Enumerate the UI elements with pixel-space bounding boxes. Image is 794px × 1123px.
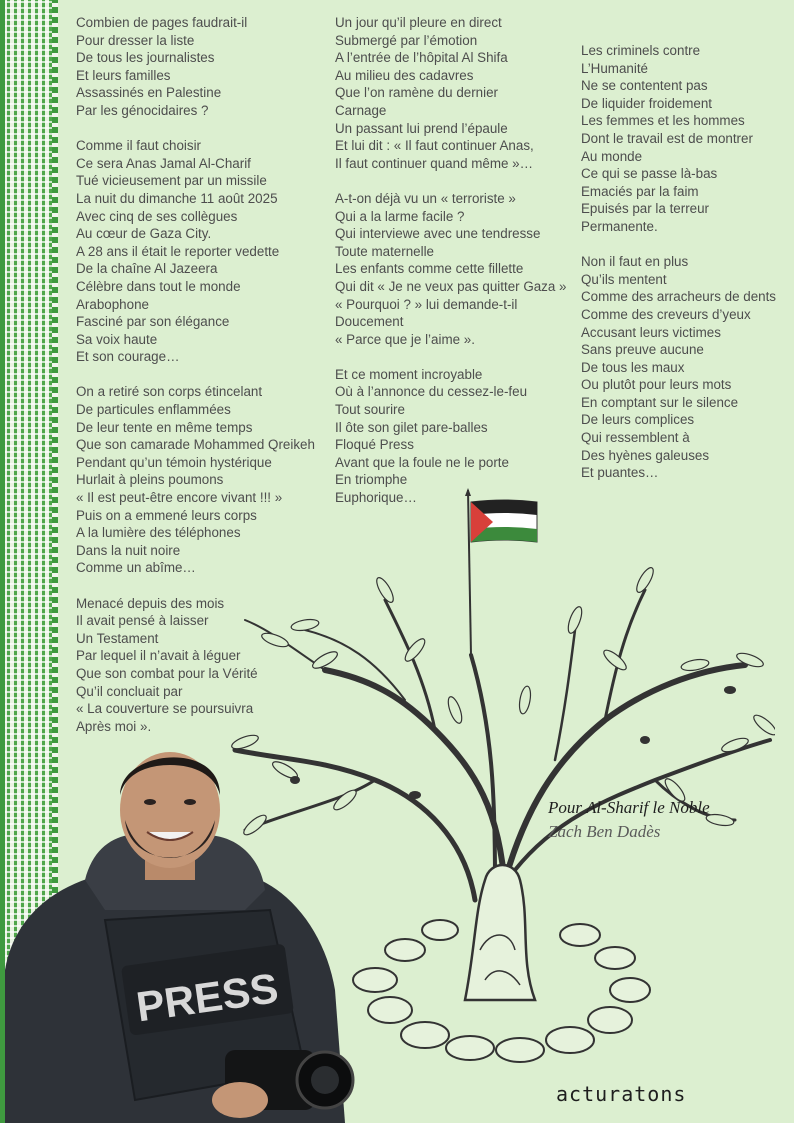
poem-line: Et leurs familles: [76, 67, 171, 83]
poem-line: Dont le travail est de montrer: [581, 130, 753, 146]
reporter-portrait: [5, 740, 355, 1123]
poem-line: Fasciné par son élégance: [76, 314, 230, 330]
poem-line: Menacé depuis des mois: [76, 595, 225, 611]
poem-stanza: [76, 137, 315, 366]
poem-line: Combien de pages faudrait-il: [76, 15, 248, 30]
poem-line: Doucement: [335, 314, 404, 330]
poem-line: Ne se contentent pas: [581, 78, 708, 94]
poem-line: Pendant qu’un témoin hystérique: [76, 454, 272, 470]
poem-line: Arabophone: [76, 296, 149, 312]
poem-line: Au cœur de Gaza City.: [76, 226, 212, 242]
poem-line: Un Testament: [76, 630, 159, 646]
poem-line: Qui dit « Je ne veux pas quitter Gaza »: [335, 278, 567, 294]
poem-line: Que l’on ramène du dernier: [335, 85, 499, 101]
poem-line: Comme des creveurs d’yeux: [581, 306, 751, 322]
poem-line: Ce sera Anas Jamal Al-Charif: [76, 155, 251, 171]
poem-line: A 28 ans il était le reporter vedette: [76, 243, 280, 259]
palestinian-flag: [465, 488, 537, 655]
poem-line: Dans la nuit noire: [76, 542, 181, 558]
poem-line: Les criminels contre: [581, 43, 701, 58]
poem-signature: [548, 796, 710, 844]
poem-line: Et son courage…: [76, 349, 180, 365]
poem-line: La nuit du dimanche 11 août 2025: [76, 190, 278, 206]
poem-line: « La couverture se poursuivra: [76, 701, 254, 717]
poem-line: Floqué Press: [335, 437, 414, 453]
poem-line: Un jour qu’il pleure en direct: [335, 15, 502, 30]
poem-stanza: [581, 253, 776, 482]
poem-line: Les femmes et les hommes: [581, 113, 745, 129]
poem-line: Toute maternelle: [335, 243, 434, 259]
poem-line: Célèbre dans tout le monde: [76, 278, 241, 294]
poem-line: Et puantes…: [581, 465, 659, 481]
poem-line: Euphorique…: [335, 490, 417, 506]
poem-line: En triomphe: [335, 472, 408, 488]
poem-line: Que son camarade Mohammed Qreikeh: [76, 437, 315, 453]
poem-line: Des hyènes galeuses: [581, 447, 710, 463]
poem-line: Par les génocidaires ?: [76, 102, 209, 118]
poem-line: Epuisés par la terreur: [581, 201, 710, 217]
poem-line: « Parce que je l’aime ».: [335, 331, 475, 347]
poem-line: Et ce moment incroyable: [335, 366, 483, 382]
poem-title: Pour Al-Sharif le Noble: [548, 798, 710, 817]
poem-line: On a retiré son corps étincelant: [76, 384, 263, 400]
poem-stanza: [335, 190, 567, 348]
poem-line: Carnage: [335, 102, 387, 118]
poem-line: Comme un abîme…: [76, 560, 196, 576]
poem-line: Ou plutôt pour leurs mots: [581, 377, 732, 393]
poem-line: Ce qui se passe là-bas: [581, 166, 718, 182]
poem-line: De liquider froidement: [581, 95, 712, 111]
poem-line: Qu’il concluait par: [76, 683, 183, 699]
poem-line: Il avait pensé à laisser: [76, 613, 209, 629]
poem-line: Qu’ils mentent: [581, 271, 667, 287]
poem-column-3: [581, 42, 776, 499]
poem-line: Pour dresser la liste: [76, 32, 195, 48]
poem-line: En comptant sur le silence: [581, 394, 739, 410]
poem-line: Et lui dit : « Il faut continuer Anas,: [335, 138, 534, 154]
poem-line: Sans preuve aucune: [581, 342, 704, 358]
poem-line: A l’entrée de l’hôpital Al Shifa: [335, 50, 508, 66]
poem-line: Avec cinq de ses collègues: [76, 208, 238, 224]
poem-line: Les enfants comme cette fillette: [335, 261, 524, 277]
poem-line: Tout sourire: [335, 402, 405, 418]
poem-line: Il ôte son gilet pare-balles: [335, 419, 488, 435]
poem-line: Qui ressemblent à: [581, 430, 690, 446]
artist-signature: acturatons: [556, 1082, 687, 1106]
poem-line: Hurlait à pleins poumons: [76, 472, 224, 488]
poem-line: A-t-on déjà vu un « terroriste »: [335, 190, 516, 206]
poem-column-2: [335, 14, 567, 524]
poem-line: Après moi ».: [76, 718, 152, 734]
poem-line: L’Humanité: [581, 60, 648, 76]
poem-line: De tous les journalistes: [76, 50, 215, 66]
poem-line: Non il faut en plus: [581, 254, 689, 270]
poem-line: De leurs complices: [581, 412, 695, 428]
poem-line: A la lumière des téléphones: [76, 525, 241, 541]
press-label: PRESS: [133, 964, 282, 1031]
poem-line: « Il est peut-être encore vivant !!! »: [76, 490, 283, 506]
poem-line: Il faut continuer quand même »…: [335, 155, 533, 171]
poem-line: De leur tente en même temps: [76, 419, 253, 435]
poem-line: Où à l’annonce du cessez-le-feu: [335, 384, 528, 400]
poem-stanza: [335, 14, 567, 172]
poem-line: De la chaîne Al Jazeera: [76, 261, 218, 277]
poem-line: Comme des arracheurs de dents: [581, 289, 777, 305]
poem-line: Un passant lui prend l’épaule: [335, 120, 508, 136]
poem-line: Accusant leurs victimes: [581, 324, 721, 340]
poem-line: Comme il faut choisir: [76, 138, 202, 154]
poem-line: De tous les maux: [581, 359, 685, 375]
poem-line: Submergé par l’émotion: [335, 32, 478, 48]
poem-line: Emaciés par la faim: [581, 183, 699, 199]
poem-line: Que son combat pour la Vérité: [76, 665, 258, 681]
poem-stanza: [581, 42, 776, 236]
poem-line: Au milieu des cadavres: [335, 67, 474, 83]
poem-line: Qui a la larme facile ?: [335, 208, 465, 224]
poem-line: De particules enflammées: [76, 402, 231, 418]
poem-line: Puis on a emmené leurs corps: [76, 507, 257, 523]
poem-line: Par lequel il n’avait à léguer: [76, 648, 241, 664]
poem-line: Qui interviewe avec une tendresse: [335, 226, 541, 242]
poem-line: Avant que la foule ne le porte: [335, 454, 509, 470]
poem-line: Sa voix haute: [76, 331, 158, 347]
poem-line: Tué vicieusement par un missile: [76, 173, 267, 189]
poem-line: Permanente.: [581, 218, 658, 234]
poem-line: « Pourquoi ? » lui demande-t-il: [335, 296, 518, 312]
poem-line: Au monde: [581, 148, 643, 164]
poem-stanza: [76, 14, 315, 120]
poem-line: Assassinés en Palestine: [76, 85, 222, 101]
poem-author: Zach Ben Dadès: [548, 822, 661, 841]
